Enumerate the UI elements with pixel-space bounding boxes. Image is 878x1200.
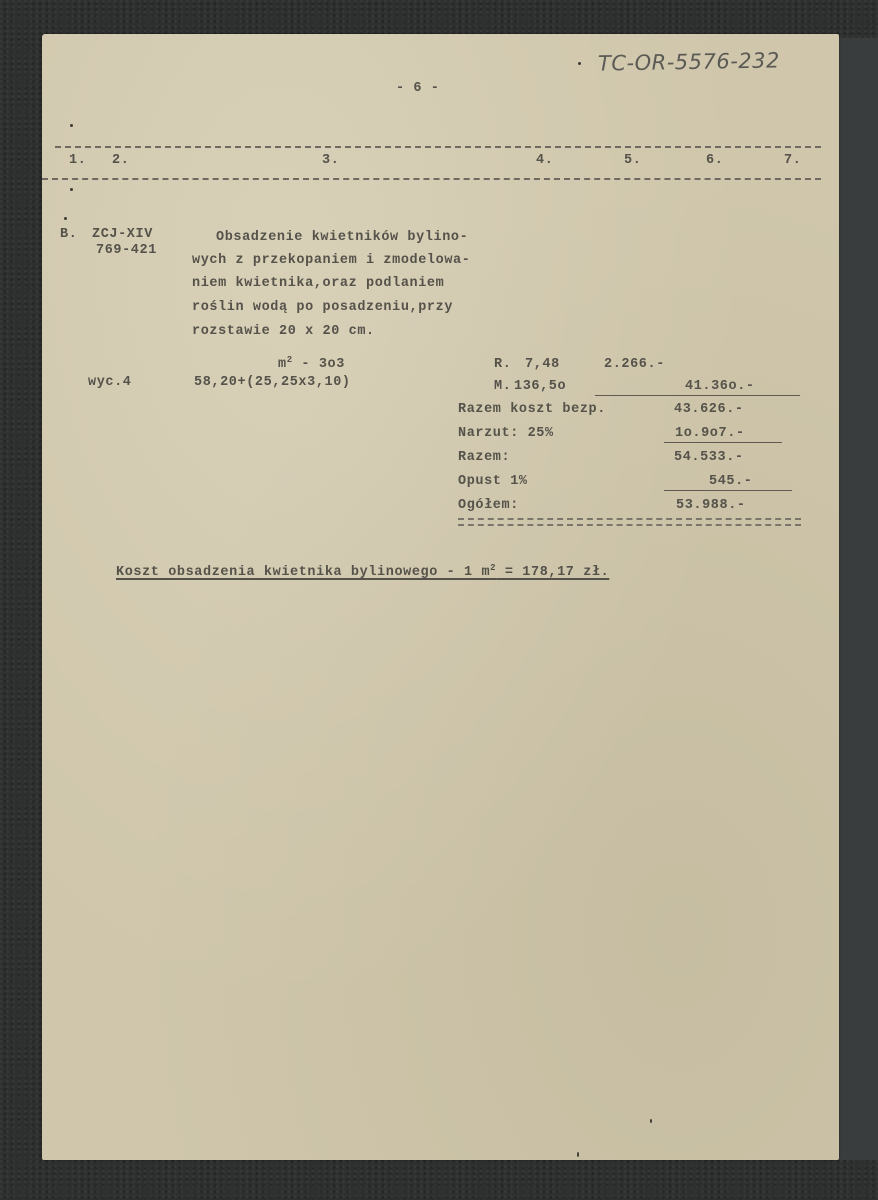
sum-rule xyxy=(664,442,782,443)
summary-label: Narzut: 25% xyxy=(458,426,554,441)
summary-value: 54.533.- xyxy=(674,450,744,465)
total-double-rule xyxy=(458,518,801,526)
col-header-2: 2. xyxy=(112,153,130,168)
cost-row-amount: 41.36o.- xyxy=(685,379,755,394)
entry-reference: wyc.4 xyxy=(88,375,132,390)
summary-label: Ogółem: xyxy=(458,498,519,513)
col-header-5: 5. xyxy=(624,153,642,168)
entry-lp: B. xyxy=(60,227,78,242)
entry-description-line: Obsadzenie kwietników bylino- xyxy=(216,230,469,245)
summary-label: Razem: xyxy=(458,450,511,465)
col-header-7: 7. xyxy=(784,153,802,168)
col-header-4: 4. xyxy=(536,153,554,168)
summary-value: 43.626.- xyxy=(674,402,744,417)
scanner-backdrop-strip xyxy=(838,38,878,1160)
summary-value: 53.988.- xyxy=(676,498,746,513)
entry-code-line1: ZCJ-XIV xyxy=(92,227,153,242)
ink-dot xyxy=(578,62,581,65)
unit-cost-line xyxy=(116,564,609,580)
entry-quantity xyxy=(278,356,345,372)
cost-row-rate: 7,48 xyxy=(525,357,560,372)
sum-rule xyxy=(664,490,792,491)
paper-speck xyxy=(650,1119,652,1123)
cost-row-label: M. xyxy=(494,379,512,394)
cost-row-rate: 136,5o xyxy=(514,379,567,394)
col-header-1: 1. xyxy=(69,153,87,168)
margin-dot xyxy=(70,124,73,127)
margin-dot xyxy=(70,188,73,191)
quantity-value: - 3o3 xyxy=(292,357,345,372)
quantity-unit: m xyxy=(278,357,287,372)
archive-signature: TC-OR-5576-232 xyxy=(597,48,781,76)
margin-dot xyxy=(64,217,67,220)
sum-rule xyxy=(595,395,800,396)
summary-label: Opust 1% xyxy=(458,474,528,489)
entry-description-line: wych z przekopaniem i zmodelowa- xyxy=(192,253,471,268)
entry-code-line2: 769-421 xyxy=(96,243,157,258)
unit-cost-value: = 178,17 zł. xyxy=(496,565,610,580)
header-top-rule xyxy=(55,146,821,148)
quantity-superscript: 2 xyxy=(286,355,293,365)
entry-description-line: roślin wodą po posadzeniu,przy xyxy=(192,300,454,315)
col-header-6: 6. xyxy=(706,153,724,168)
col-header-3: 3. xyxy=(322,153,340,168)
unit-cost-text: Koszt obsadzenia kwietnika bylinowego - 1 m xyxy=(116,565,491,580)
entry-description-line: rozstawie 20 x 20 cm. xyxy=(192,324,375,339)
entry-description-line: niem kwietnika,oraz podlaniem xyxy=(192,276,445,291)
cost-row-amount: 2.266.- xyxy=(604,357,665,372)
paper-speck xyxy=(577,1152,579,1157)
summary-value: 1o.9o7.- xyxy=(675,426,745,441)
summary-label: Razem koszt bezp. xyxy=(458,402,606,417)
page-number: - 6 - xyxy=(396,81,440,96)
summary-value: 545.- xyxy=(709,474,753,489)
document-page xyxy=(42,34,839,1160)
header-bottom-rule xyxy=(42,178,821,180)
unit-cost-superscript: 2 xyxy=(490,563,497,573)
cost-row-label: R. xyxy=(494,357,512,372)
entry-calc-formula: 58,20+(25,25x3,10) xyxy=(194,375,351,390)
